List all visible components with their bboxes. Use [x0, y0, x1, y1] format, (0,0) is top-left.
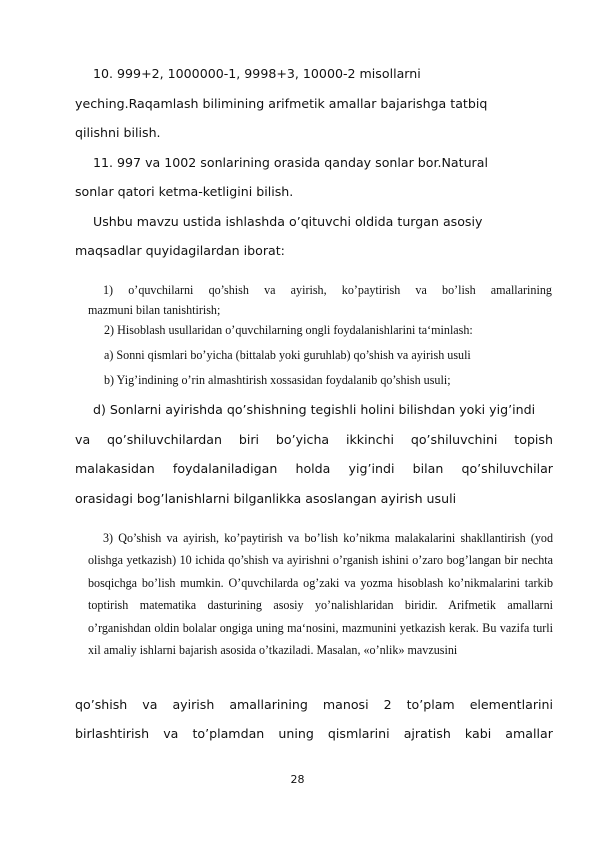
word: bo’lish [442, 283, 476, 297]
word: qismlarini [327, 726, 390, 741]
goal2-a: a) Sonni qismlari bo’yicha (bittalab yoki guruhlab) qo’shish va ayirish usuli [104, 348, 471, 362]
word: qo’shiluvchilar [461, 461, 553, 476]
tail-line2 [75, 726, 553, 741]
word: holda [295, 461, 331, 476]
word: amallarining [490, 283, 552, 297]
word: 1) [103, 283, 114, 297]
word: kabi [464, 726, 492, 741]
word: va [264, 283, 276, 297]
word: va [75, 432, 91, 447]
word: foydalaniladigan [172, 461, 278, 476]
item11-line1: 11. 997 va 1002 sonlarining orasida qanday sonlar bor.Natural [93, 155, 488, 170]
goal2d-line2 [75, 432, 553, 447]
word: elementlarini [469, 697, 553, 712]
word: biri [238, 432, 260, 447]
goal2-b: b) Yig’indining o’rin almashtirish xossasidan foydalanib qo’shish usuli; [104, 373, 451, 387]
item10-line3: qilishni bilish. [75, 125, 161, 140]
word: o’quvchilarni [128, 283, 194, 297]
word: amallar [505, 726, 553, 741]
word: manosi [322, 697, 369, 712]
word: ko’paytirish [341, 283, 401, 297]
word: ayirish [172, 697, 215, 712]
item10-line1: 10. 999+2, 1000000-1, 9998+3, 10000-2 misollarni [93, 66, 421, 81]
word: to’plam [406, 697, 455, 712]
goal2d-line3 [75, 461, 553, 476]
goal1-line1 [103, 283, 552, 298]
word: malakasidan [75, 461, 155, 476]
item11-line2: sonlar qatori ketma-ketligini bilish. [75, 184, 294, 199]
word: va [163, 726, 179, 741]
word: qo’shiluvchilardan [107, 432, 222, 447]
word: qo’shish [75, 697, 128, 712]
goal1-line2: mazmuni bilan tanishtirish; [88, 303, 221, 317]
word: ikkinchi [346, 432, 394, 447]
word: amallarining [229, 697, 308, 712]
goal2d-line1: d) Sonlarni ayirishda qo’shishning tegishli holini bilishdan yoki yig’indi [93, 402, 536, 417]
word: qo’shiluvchini [410, 432, 498, 447]
word: bilan [412, 461, 444, 476]
goal3-paragraph: 3) Qo’shish va ayirish, ko’paytirish va bo’lish ko’nikma malakalarini shakllantirish (yod olishga yetkazish) 10 ichida qo’shish va ayirishni o’rganish ishini o’zaro bog’langan bir nechta bosqichga bo’lish mumkin. O’quvchilarda og’zaki va yozma hisoblash ko’nikmalarini tarkib toptirish matematika dasturining asosiy yo’nalishlaridan biridir. Arifmetik amallarni o’rganishdan oldin bolalar ongiga uning ma‘nosini, mazmunini yetkazish kerak. Bu vazifa turli xil amaliy ishlarni bajarish asosida o’tkaziladi. Masalan, «o’nlik» mavzusini [88, 531, 553, 658]
item10-line2: yeching.Raqamlash bilimining arifmetik amallar bajarishga tatbiq [75, 96, 488, 111]
intro-line2: maqsadlar quyidagilardan iborat: [75, 243, 285, 258]
goal2: 2) Hisoblash usullaridan o’quvchilarning ongli foydalanishlarini ta‘minlash: [104, 323, 473, 337]
word: ajratish [403, 726, 451, 741]
word: birlashtirish [75, 726, 150, 741]
word: va [142, 697, 158, 712]
tail-line1 [75, 697, 553, 712]
word: to’plamdan [192, 726, 265, 741]
word: bo’yicha [275, 432, 330, 447]
word: qo’shish [208, 283, 249, 297]
word: yig’indi [348, 461, 395, 476]
word: topish [514, 432, 553, 447]
word: ayirish, [290, 283, 327, 297]
goal2d-line4: orasidagi bog’lanishlarni bilganlikka asoslangan ayirish usuli [75, 491, 457, 506]
intro-line1: Ushbu mavzu ustida ishlashda o’qituvchi oldida turgan asosiy [93, 214, 483, 229]
page-number: 28 [290, 773, 305, 786]
word: uning [278, 726, 314, 741]
word: va [415, 283, 427, 297]
word: 2 [383, 697, 392, 712]
